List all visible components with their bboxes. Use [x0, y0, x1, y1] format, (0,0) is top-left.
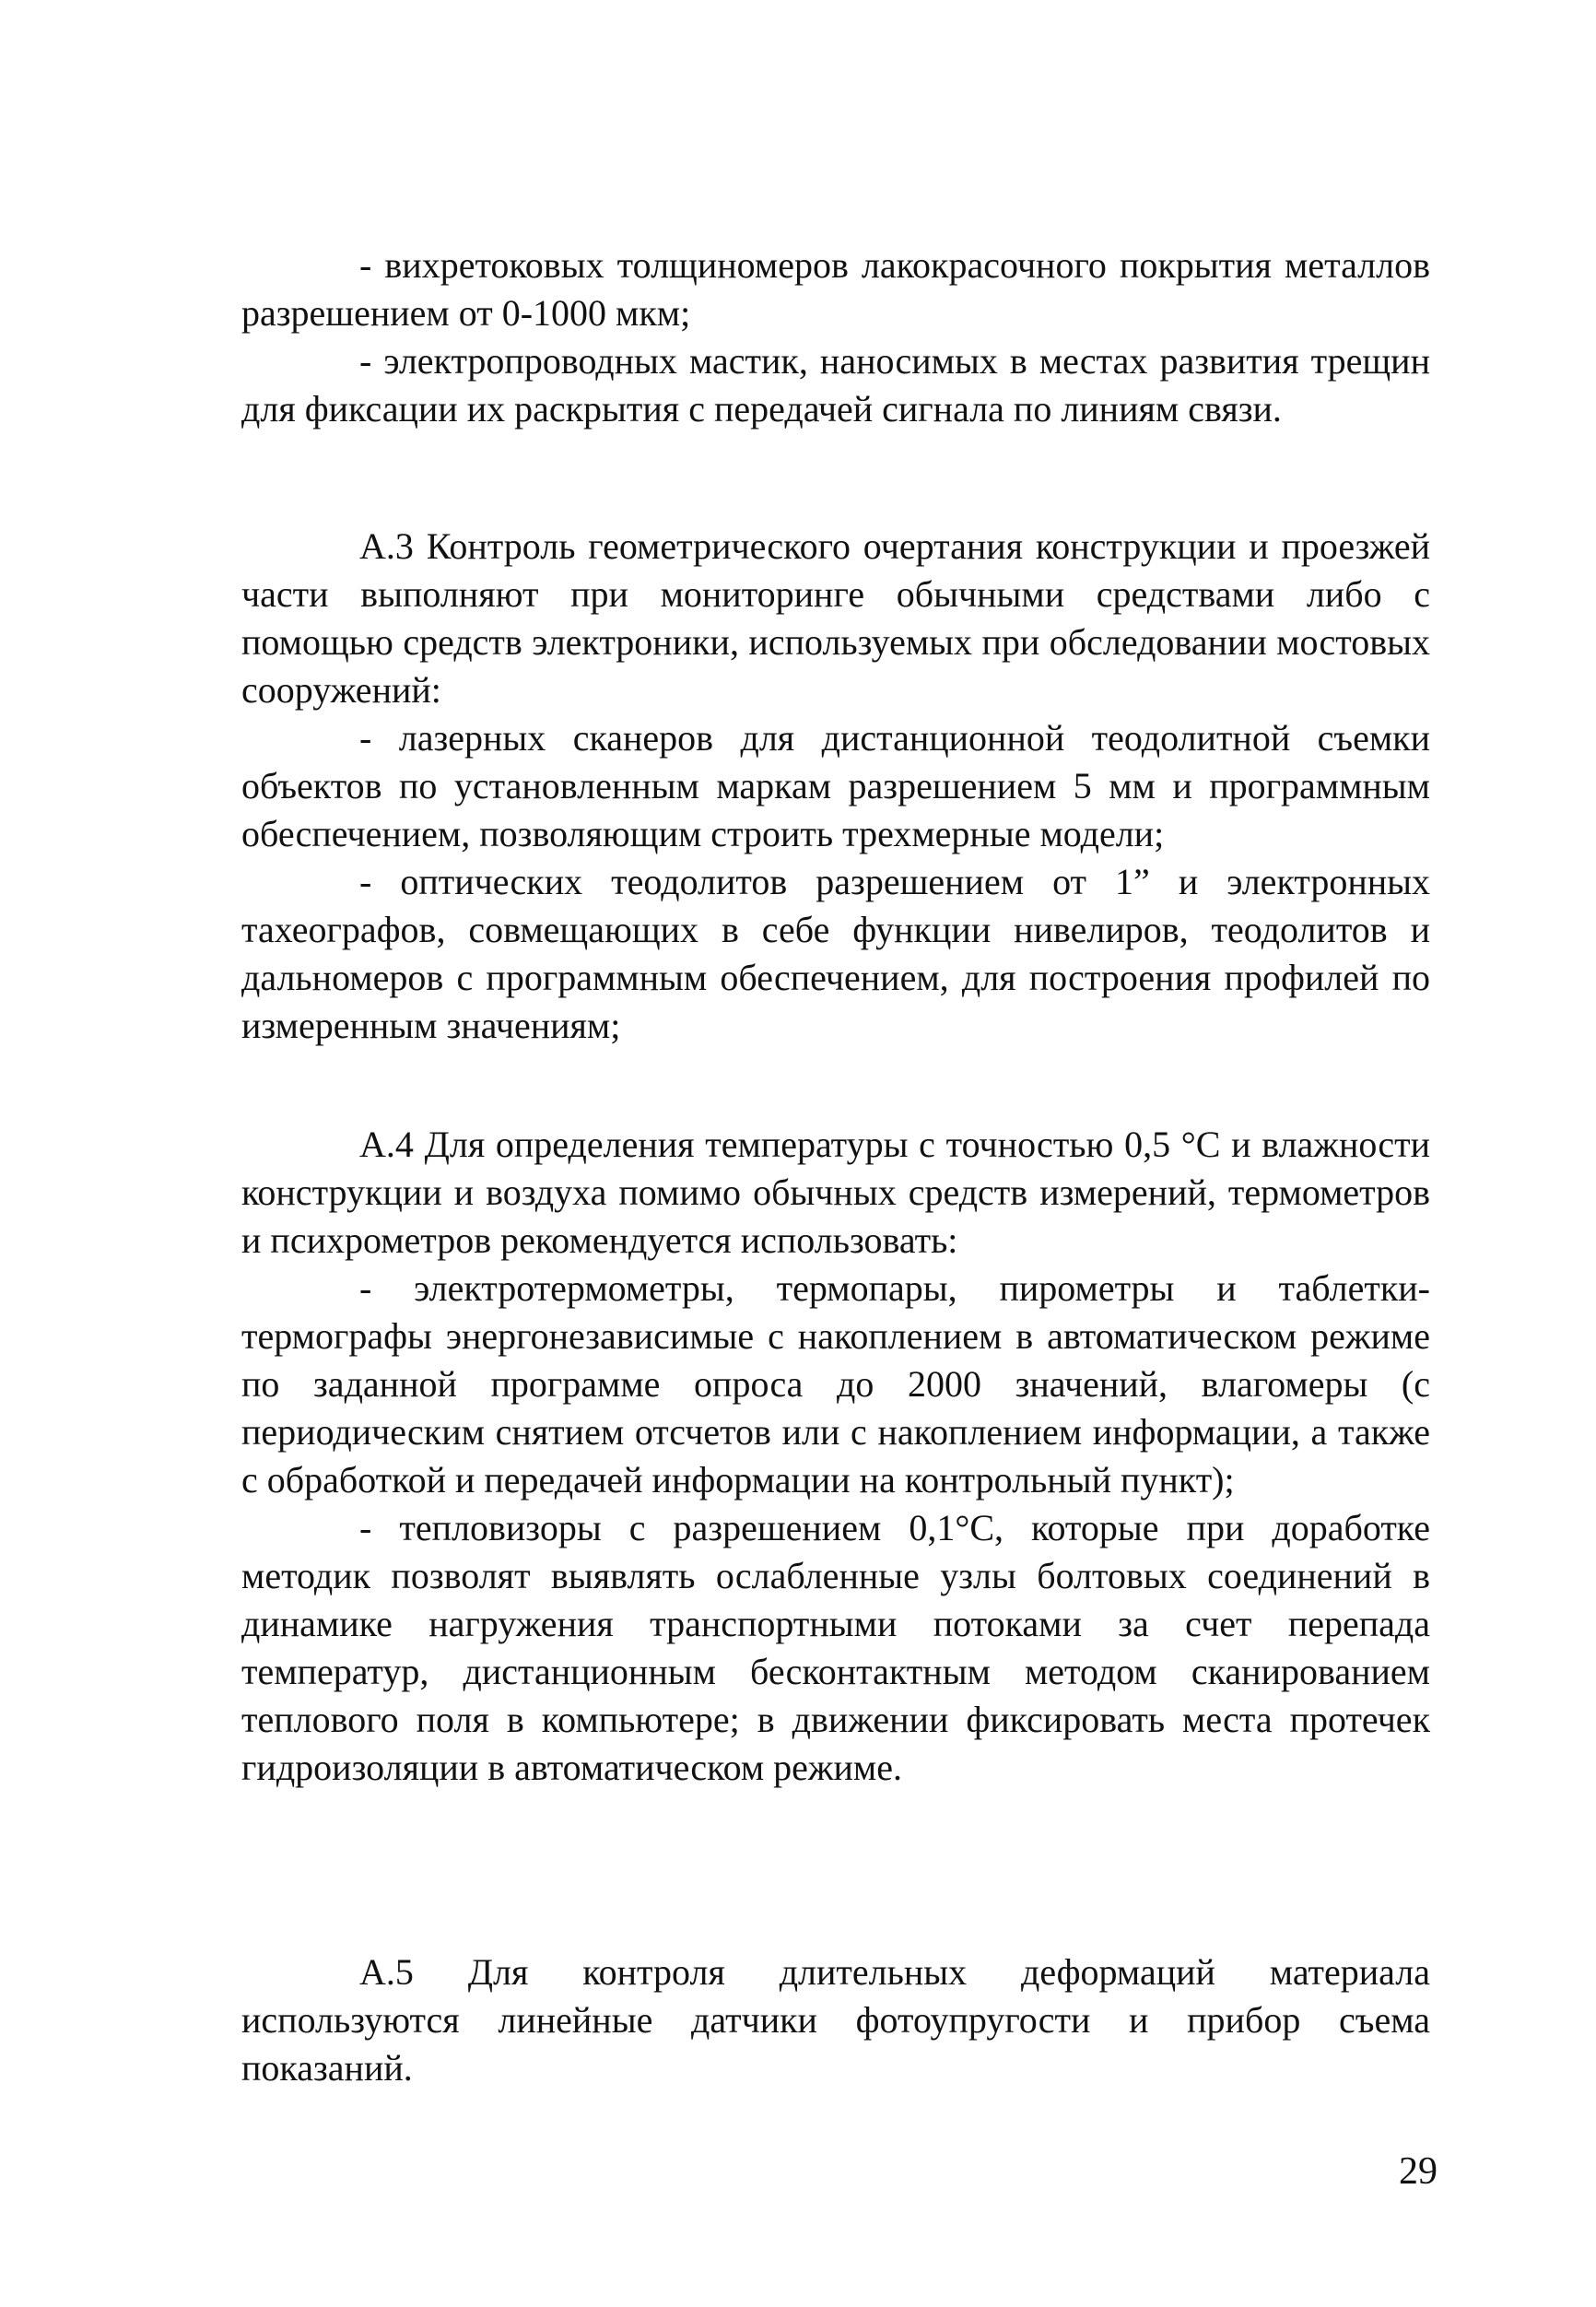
section-a2-continuation [241, 241, 1430, 433]
section-a5 [241, 1948, 1430, 2092]
paragraph-a5: А.5 Для контроля длительных деформаций материала используются линейные датчики фотоупругости и прибор съема показаний. [241, 1951, 1430, 2089]
list-item-thermal-imagers: - тепловизоры с разрешением 0,1°С, которые при доработке методик позволят выявлять ослабленные узлы болтовых соединений в динамике нагружения транспортными потоками за счет перепада температур, дистанционным бесконтактным методом сканированием теплового поля в компьютере; в движении фиксировать места протечек гидроизоляции в автоматическом режиме. [241, 1507, 1430, 1788]
paragraph-a4-intro: А.4 Для определения температуры с точностью 0,5 °С и влажности конструкции и воздуха помимо обычных средств измерений, термометров и психрометров рекомендуется использовать: [241, 1124, 1430, 1261]
list-item-eddy-current-thickness-gauges: - вихретоковых толщиномеров лакокрасочного покрытия металлов разрешением от 0-1000 мкм; [241, 244, 1430, 334]
list-item-conductive-mastics: - электропроводных мастик, наносимых в местах развития трещин для фиксации их раскрытия с передачей сигнала по линиям связи. [241, 340, 1430, 430]
page-number: 29 [1399, 2150, 1438, 2193]
section-a4 [241, 1121, 1430, 1792]
paragraph-a3-intro: А.3 Контроль геометрического очертания конструкции и проезжей части выполняют при мониторинге обычными средствами либо с помощью средств электроники, используемых при обследовании мостовых сооружений: [241, 525, 1430, 711]
list-item-electrothermometers: - электротермометры, термопары, пирометры и таблетки-термографы энергонезависимые с накоплением в автоматическом режиме по заданной программе опроса до 2000 значений, влагомеры (с периодическим снятием отсчетов или с накоплением информации, а также с обработкой и передачей информации на контрольный пункт); [241, 1267, 1430, 1501]
list-item-laser-scanners: - лазерных сканеров для дистанционной теодолитной съемки объектов по установленным маркам разрешением 5 мм и программным обеспечением, позволяющим строить трехмерные модели; [241, 717, 1430, 854]
section-a3 [241, 523, 1430, 1050]
list-item-optical-theodolites: - оптических теодолитов разрешением от 1” и электронных тахеографов, совмещающих в себе функции нивелиров, теодолитов и дальномеров с программным обеспечением, для построения профилей по измеренным значениям; [241, 861, 1430, 1046]
